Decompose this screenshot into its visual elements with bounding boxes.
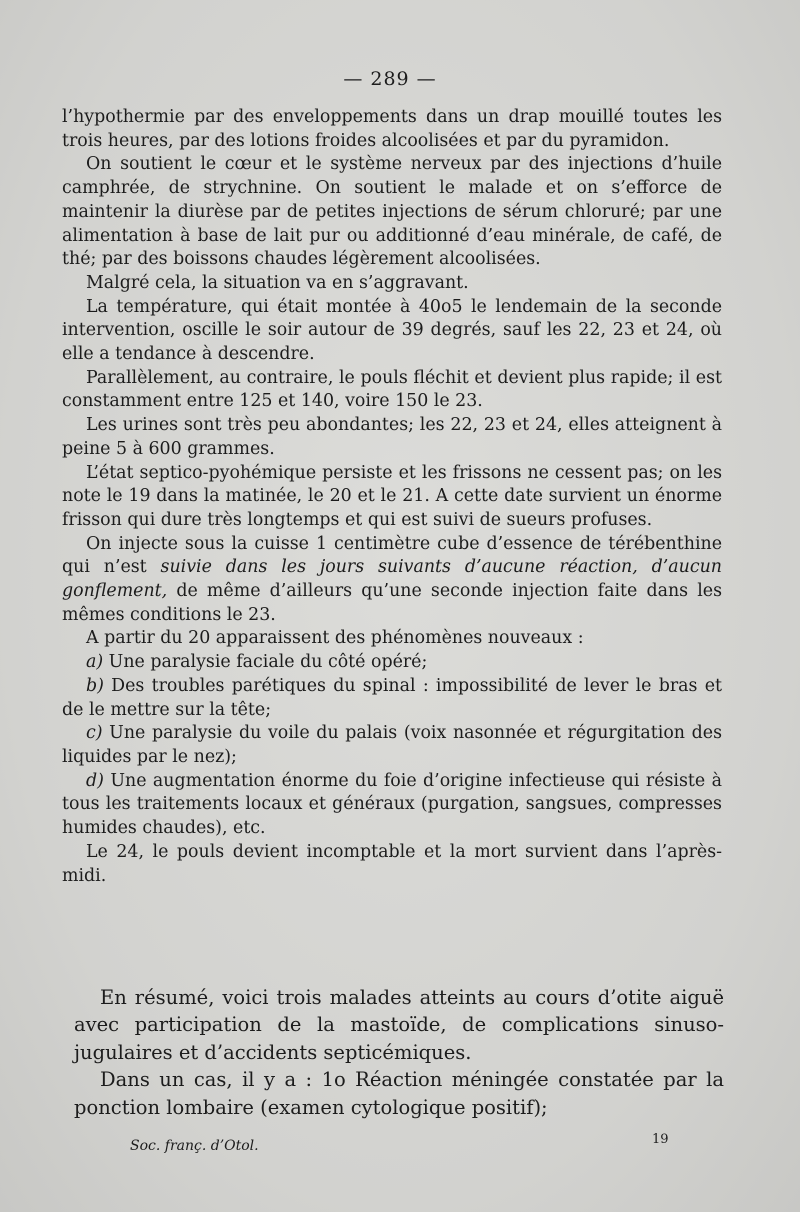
paragraph-injection [62,533,722,628]
injection-text-before: On injecte sous la cuisse 1 centimètre cube d’essence de térébenthine qui n’est [62,533,722,578]
summary-paragraph: En résumé, voici trois malades atteints au cours d’otite aiguë avec participation de la mastoïde, de complications sinuso-jugulaires et d’accidents septicémiques. [74,986,724,1064]
injection-text-italic: suivie dans les jours suivants d’aucune réaction, d’aucun gonflement, [62,557,722,602]
item-label: c) [86,723,103,744]
footer-signature-number: 19 [652,1132,669,1147]
item-text: Une augmentation énorme du foie d’origine infectieuse qui résiste à tous les traitements locaux et généraux (purgation, sangsues, compresses humides chaudes), etc. [62,770,722,839]
item-text: Des troubles parétiques du spinal : impossibilité de lever le bras et de le mettre sur la tête; [62,675,722,720]
item-label: b) [86,675,104,696]
item-text: Une paralysie faciale du côté opéré; [103,652,428,673]
summary-paragraph: Dans un cas, il y a : 1o Réaction méningée constatée par la ponction lombaire (examen cytologique positif); [74,1068,724,1119]
item-text: Une paralysie du voile du palais (voix nasonnée et régurgitation des liquides par le nez); [62,723,722,767]
injection-text-after: de même d’ailleurs qu’une seconde injection faite dans les mêmes conditions le 23. [62,581,722,625]
footer-journal: Soc. franç. d’Otol. [130,1138,259,1154]
paragraph: L’état septico-pyohémique persiste et les frissons ne cessent pas; on les note le 19 dans la matinée, le 20 et le 21. A cette date survient un énorme frisson qui dure très longtemps et qui est suivi de sueurs profuses. [62,462,722,530]
summary-text [74,984,724,1121]
list-item [62,651,722,675]
paragraph-death: Le 24, le pouls devient incomptable et la mort survient dans l’après-midi. [62,841,722,886]
paragraph: On soutient le cœur et le système nerveux par des injections d’huile camphrée, de strychnine. On soutient le malade et on s’efforce de maintenir la diurèse par de petites injections de sérum chloruré; par une alimentation à base de lait pur ou additionné d’eau minérale, de café, de thé; par des boissons chaudes légèrement alcoolisées. [62,154,722,270]
paragraph-items-intro: A partir du 20 apparaissent des phénomènes nouveaux : [86,628,584,649]
body-text [62,106,722,888]
item-label: a) [86,652,104,673]
list-item [62,675,722,722]
paragraph: Parallèlement, au contraire, le pouls fléchit et devient plus rapide; il est constamment entre 125 et 140, voire 150 le 23. [62,367,722,412]
paragraph: La température, qui était montée à 40o5 le lendemain de la seconde intervention, oscille le soir autour de 39 degrés, sauf les 22, 23 et 24, où elle a tendance à descendre. [62,296,722,365]
paragraph: Les urines sont très peu abondantes; les 22, 23 et 24, elles atteignent à peine 5 à 600 grammes. [62,415,722,459]
item-label: d) [86,770,104,791]
paragraph: Malgré cela, la situation va en s’aggravant. [86,272,469,293]
list-item [62,722,722,769]
paragraph: l’hypothermie par des enveloppements dans un drap mouillé toutes les trois heures, par des lotions froides alcoolisées et par du pyramidon. [62,107,722,151]
page-number: — 289 — [343,68,437,90]
list-item [62,770,722,841]
